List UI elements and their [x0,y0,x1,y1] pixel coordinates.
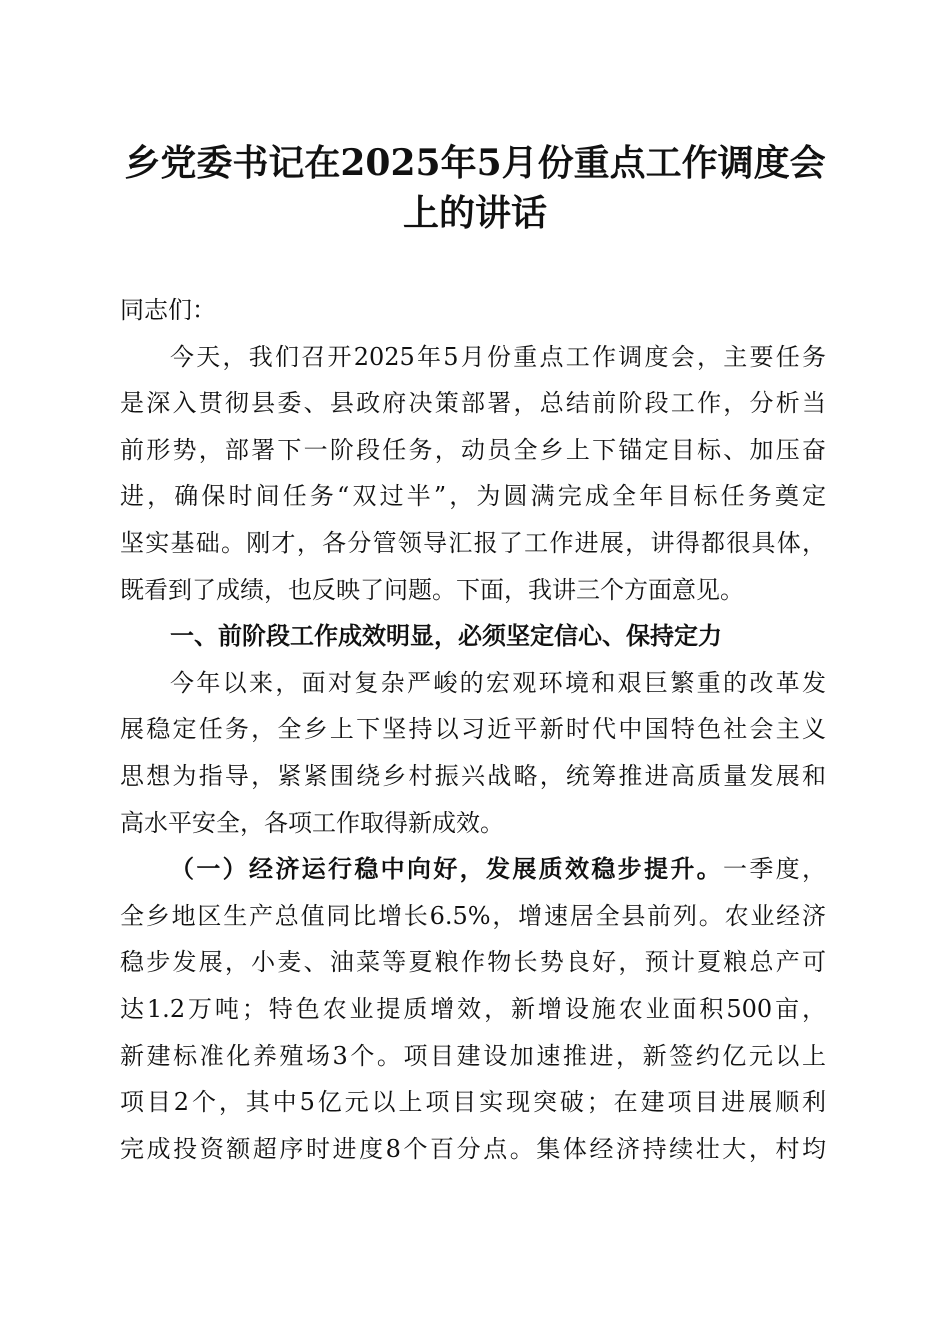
subsection-line: 全乡地区生产总值同比增长6.5%，增速居全县前列。农业经济 [120,901,826,930]
section-line: 展稳定任务，全乡上下坚持以习近平新时代中国特色社会主义 [120,715,826,744]
document-title [100,138,850,238]
subsection-heading: （一）经济运行稳中向好，发展质效稳步提升。 [170,854,723,884]
intro-line: 前形势，部署下一阶段任务，动员全乡上下锚定目标、加压奋 [120,435,826,464]
document-body [120,287,826,1172]
intro-line: 是深入贯彻县委、县政府决策部署，总结前阶段工作，分析当 [120,389,826,418]
subsection-line: 完成投资额超序时进度8个百分点。集体经济持续壮大，村均 [120,1134,826,1163]
intro-line: 进，确保时间任务“双过半”，为圆满完成全年目标任务奠定 [120,482,826,511]
subsection-line: 稳步发展，小麦、油菜等夏粮作物长势良好，预计夏粮总产可 [120,948,826,977]
title-line-1: 乡党委书记在2025年5月份重点工作调度会 [124,142,826,184]
section-line: 思想为指导，紧紧围绕乡村振兴战略，统筹推进高质量发展和 [120,761,826,790]
subsection-line: 项目2个，其中5亿元以上项目实现突破；在建项目进展顺利 [120,1088,826,1117]
section-line: 高水平安全，各项工作取得新成效。 [120,808,504,837]
salutation: 同志们： [120,296,216,324]
subsection-line: 达1.2万吨；特色农业提质增效，新增设施农业面积500亩， [120,994,826,1023]
intro-line: 坚实基础。刚才，各分管领导汇报了工作进展，讲得都很具体， [120,528,826,557]
subsection-first-tail: 一季度， [723,855,826,884]
intro-line: 既看到了成绩，也反映了问题。下面，我讲三个方面意见。 [120,575,744,604]
subsection-first-line [120,846,826,893]
subsection-line: 新建标准化养殖场3个。项目建设加速推进，新签约亿元以上 [120,1041,826,1070]
section-line: 今年以来，面对复杂严峻的宏观环境和艰巨繁重的改革发 [170,668,826,697]
title-line-2: 上的讲话 [402,192,547,234]
section-heading: 一、前阶段工作成效明显，必须坚定信心、保持定力 [170,622,722,651]
intro-line: 今天，我们召开2025年5月份重点工作调度会，主要任务 [170,342,826,371]
